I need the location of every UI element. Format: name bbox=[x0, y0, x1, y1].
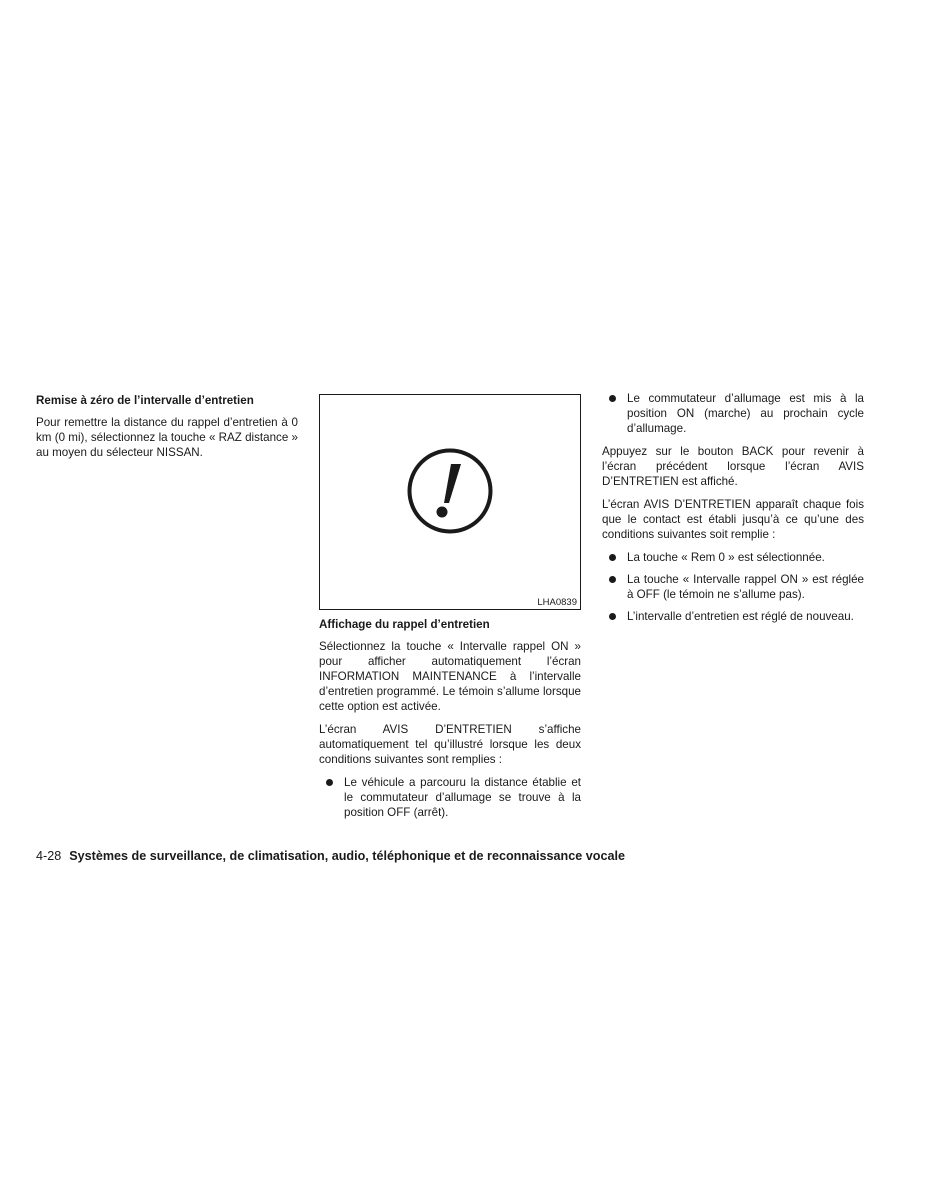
list-item-text: La touche « Intervalle rappel ON » est réglée à OFF (le témoin ne s’allume pas). bbox=[627, 573, 864, 601]
right-column bbox=[602, 391, 864, 632]
display-paragraph-2: L’écran AVIS D’ENTRETIEN s’affiche automatiquement tel qu’illustré lorsque les deux conditions suivantes sont remplies : bbox=[319, 723, 581, 766]
list-item bbox=[602, 391, 864, 436]
list-item-text: L’intervalle d’entretien est réglé de nouveau. bbox=[627, 610, 854, 623]
left-column bbox=[36, 393, 298, 468]
stop-conditions-list bbox=[602, 550, 864, 624]
exclamation-circle-icon bbox=[407, 448, 495, 536]
bullet-dot bbox=[609, 576, 616, 583]
bullet-dot bbox=[609, 554, 616, 561]
figure-code: LHA0839 bbox=[537, 597, 577, 608]
list-item bbox=[602, 550, 864, 565]
list-item-text: La touche « Rem 0 » est sélectionnée. bbox=[627, 551, 825, 564]
back-paragraph: Appuyez sur le bouton BACK pour revenir à l’écran précédent lorsque l’écran AVIS D’ENTRETIEN est affiché. bbox=[602, 445, 864, 488]
section-heading-reset: Remise à zéro de l’intervalle d’entretien bbox=[36, 394, 254, 407]
section-heading-display: Affichage du rappel d’entretien bbox=[319, 618, 490, 631]
list-item bbox=[319, 775, 581, 820]
warning-figure bbox=[319, 394, 581, 610]
bullet-dot bbox=[326, 779, 333, 786]
page-footer bbox=[36, 848, 896, 864]
conditions-list-continued bbox=[602, 391, 864, 436]
page-number: 4-28 bbox=[36, 849, 62, 863]
middle-column bbox=[319, 394, 581, 828]
list-item bbox=[602, 572, 864, 602]
reset-paragraph: Pour remettre la distance du rappel d’entretien à 0 km (0 mi), sélectionnez la touche « RAZ distance » au moyen du sélecteur NISSAN. bbox=[36, 416, 298, 459]
list-item-text: Le véhicule a parcouru la distance établie et le commutateur d’allumage se trouve à la position OFF (arrêt). bbox=[344, 776, 581, 819]
bullet-dot bbox=[609, 395, 616, 402]
notice-paragraph: L’écran AVIS D’ENTRETIEN apparaît chaque fois que le contact est établi jusqu’à ce qu’une des conditions suivantes soit remplie : bbox=[602, 498, 864, 541]
chapter-title: Systèmes de surveillance, de climatisation, audio, téléphonique et de reconnaissance vocale bbox=[69, 849, 625, 863]
bullet-dot bbox=[609, 613, 616, 620]
list-item-text: Le commutateur d’allumage est mis à la position ON (marche) au prochain cycle d’allumage. bbox=[627, 392, 864, 435]
display-paragraph-1: Sélectionnez la touche « Intervalle rappel ON » pour afficher automatiquement l’écran INFORMATION MAINTENANCE à l’intervalle d’entretien programmé. Le témoin s’allume lorsque cette option est activée. bbox=[319, 640, 581, 713]
conditions-list bbox=[319, 775, 581, 820]
list-item bbox=[602, 609, 864, 624]
